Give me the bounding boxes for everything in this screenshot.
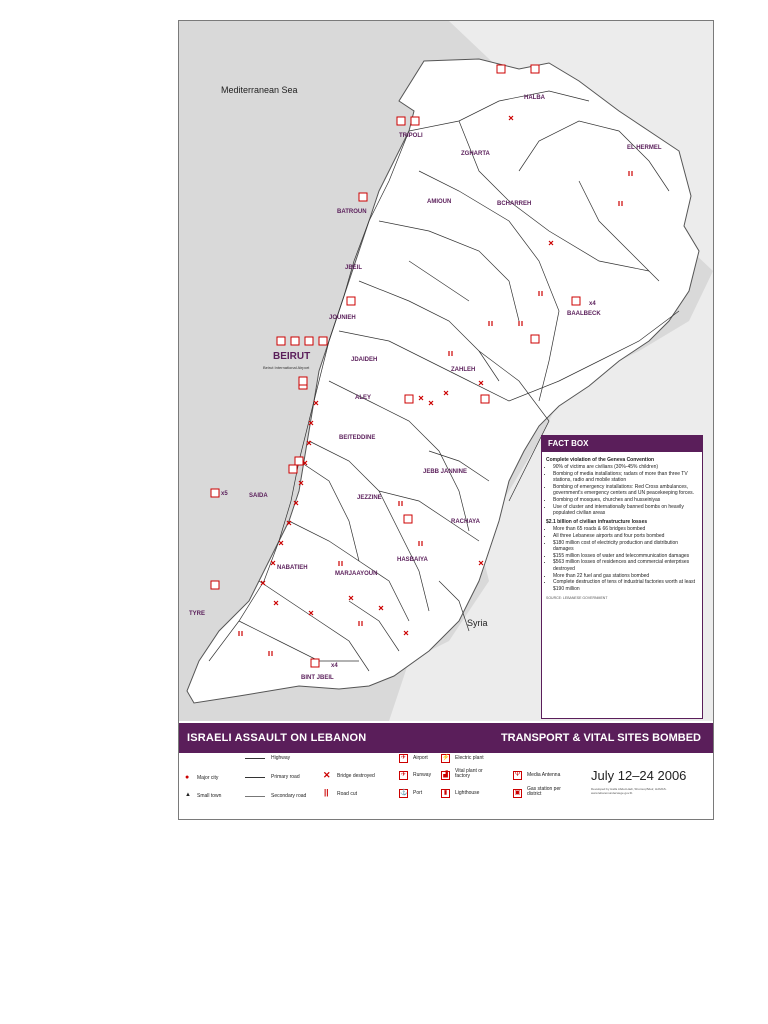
legend-small-town-marker: ▲ bbox=[185, 792, 191, 798]
fact-item: • More than 22 fuel and gas stations bombed bbox=[553, 573, 698, 579]
legend-runway: Runway bbox=[413, 772, 432, 778]
runway-icon: ✈ bbox=[400, 772, 407, 778]
map-poster bbox=[178, 20, 714, 820]
gas-station-icon: ▣ bbox=[514, 790, 521, 796]
legend-port: Port bbox=[413, 790, 423, 796]
city-label: ALEY bbox=[355, 395, 372, 401]
city-label: BEITEDDINE bbox=[339, 435, 376, 441]
fact-box-heading: $2.1 billion of civilian infrastructure losses bbox=[546, 518, 648, 525]
fact-item: • All three Lebanese airports and four ports bombed bbox=[553, 533, 698, 539]
city-label: HALBA bbox=[524, 95, 545, 101]
city-label: BINT JBEIL bbox=[301, 675, 334, 681]
city-label: BAALBECK bbox=[567, 311, 601, 317]
beirut-label: BEIRUT bbox=[273, 351, 311, 362]
legend-secondary-road: Secondary road bbox=[271, 793, 307, 799]
fact-box-heading: Complete violation of the Geneva Convention bbox=[546, 457, 655, 463]
syria-label: Syria bbox=[467, 618, 488, 628]
port-icon: ⚓ bbox=[400, 790, 408, 796]
fact-item: • Complete destruction of tens of industrial factories worth at least $190 million bbox=[553, 579, 698, 592]
fact-item: • Use of cluster and internationally banned bombs on heavily populated civilian areas bbox=[553, 504, 698, 517]
legend-airport: Airport bbox=[413, 755, 428, 761]
antenna-icon: Ψ bbox=[514, 772, 520, 778]
legend-gas-station: Gas station per district bbox=[527, 786, 561, 797]
legend-primary-line bbox=[245, 777, 265, 778]
fact-item: • $563 million losses of residences and commercial enterprises destroyed bbox=[553, 559, 698, 572]
bridge-destroyed-icon: ✕ bbox=[323, 770, 331, 780]
city-label: ZGHARTA bbox=[461, 151, 490, 157]
legend-small-town: Small town bbox=[197, 793, 222, 799]
legend-major-city-marker: ● bbox=[185, 774, 190, 781]
count-label: x5 bbox=[221, 491, 228, 497]
fact-item: • 90% of victims are civilians (30%-45% children) bbox=[553, 464, 698, 470]
legend-major-city: Major city bbox=[197, 775, 219, 781]
sea-label: Mediterranean Sea bbox=[221, 85, 298, 95]
legend-bridge-destroyed: Bridge destroyed bbox=[337, 773, 375, 779]
factory-icon: ▟ bbox=[441, 771, 450, 780]
fact-box-source: SOURCE: LEBANESE GOVERNMENT bbox=[546, 595, 608, 600]
date-range: July 12–24 2006 bbox=[591, 768, 687, 783]
city-label: TRIPOLI bbox=[399, 133, 423, 139]
fact-list-losses bbox=[546, 526, 698, 592]
city-label: NABATIEH bbox=[277, 565, 308, 571]
legend-highway: Highway bbox=[271, 755, 291, 761]
fact-item: • $180 million cost of electricity production and distribution damages bbox=[553, 540, 698, 553]
fact-box-body bbox=[542, 452, 702, 604]
map-legend bbox=[179, 754, 713, 819]
city-label: JOUNIEH bbox=[329, 315, 356, 321]
city-label: JBEIL bbox=[345, 265, 363, 271]
legend-highway-line bbox=[245, 758, 265, 759]
count-label: x4 bbox=[331, 663, 338, 669]
road-cut-icon: || bbox=[324, 788, 329, 797]
fact-item: • Bombing of mosques, churches and husseiniyas bbox=[553, 497, 698, 503]
fact-item: • Bombing of media installations; radars of more than three TV stations, radio and mobile station bbox=[553, 471, 698, 484]
legend-primary-road: Primary road bbox=[271, 774, 300, 780]
city-label: BATROUN bbox=[337, 209, 367, 215]
fact-item: • Bombing of emergency installations: Red Cross ambulances, government's emergency centers and UN peacekeeping forces. bbox=[553, 484, 698, 497]
city-label: JDAIDEH bbox=[351, 357, 378, 363]
legend-electric-plant: Electric plant bbox=[455, 755, 484, 761]
legend-road-cut: Road cut bbox=[337, 791, 358, 797]
fact-item: • More than 65 roads & 66 bridges bombed bbox=[553, 526, 698, 532]
city-label: EL HERMEL bbox=[627, 145, 662, 151]
legend-secondary-line bbox=[245, 796, 265, 797]
credit-line: Developed by Haifa Abdel-Hadi, Shurouq Bdeir, HAMAS. www.lebanonundersiege.gov.lb bbox=[591, 787, 667, 795]
city-label: ZAHLEH bbox=[451, 367, 476, 373]
electric-plant-icon: ⚡ bbox=[442, 755, 450, 761]
city-label: TYRE bbox=[189, 611, 206, 617]
city-label: JEBB JANNINE bbox=[423, 469, 468, 475]
city-label: AMIOUN bbox=[427, 199, 452, 205]
city-label: RACHAYA bbox=[451, 519, 480, 525]
count-label: x4 bbox=[589, 301, 596, 307]
fact-list-violations bbox=[546, 464, 698, 516]
city-label: JEZZINE bbox=[357, 495, 382, 501]
city-label: MARJAAYOUN bbox=[335, 571, 378, 577]
airport-icon: ✈ bbox=[400, 755, 407, 761]
city-label: BCHARREH bbox=[497, 201, 532, 207]
banner-title-right: TRANSPORT & VITAL SITES BOMBED bbox=[500, 732, 701, 744]
banner-title-left: ISRAELI ASSAULT ON LEBANON bbox=[187, 732, 367, 744]
city-label: SAIDA bbox=[249, 493, 268, 499]
fact-item: • $155 million losses of water and telecommunication damages bbox=[553, 553, 698, 559]
title-banner bbox=[179, 723, 713, 753]
legend-lighthouse: Lighthouse bbox=[455, 790, 480, 796]
airport-label: Beirut International Airport bbox=[263, 365, 310, 370]
fact-box bbox=[541, 435, 703, 719]
legend-media-antenna: Media Antenna bbox=[527, 772, 561, 778]
fact-box-title: FACT BOX bbox=[542, 436, 702, 452]
city-label: HASBAIYA bbox=[397, 557, 428, 563]
legend-vital-plant: Vital plant or factory bbox=[455, 768, 483, 779]
lighthouse-icon: ▮ bbox=[441, 789, 450, 798]
